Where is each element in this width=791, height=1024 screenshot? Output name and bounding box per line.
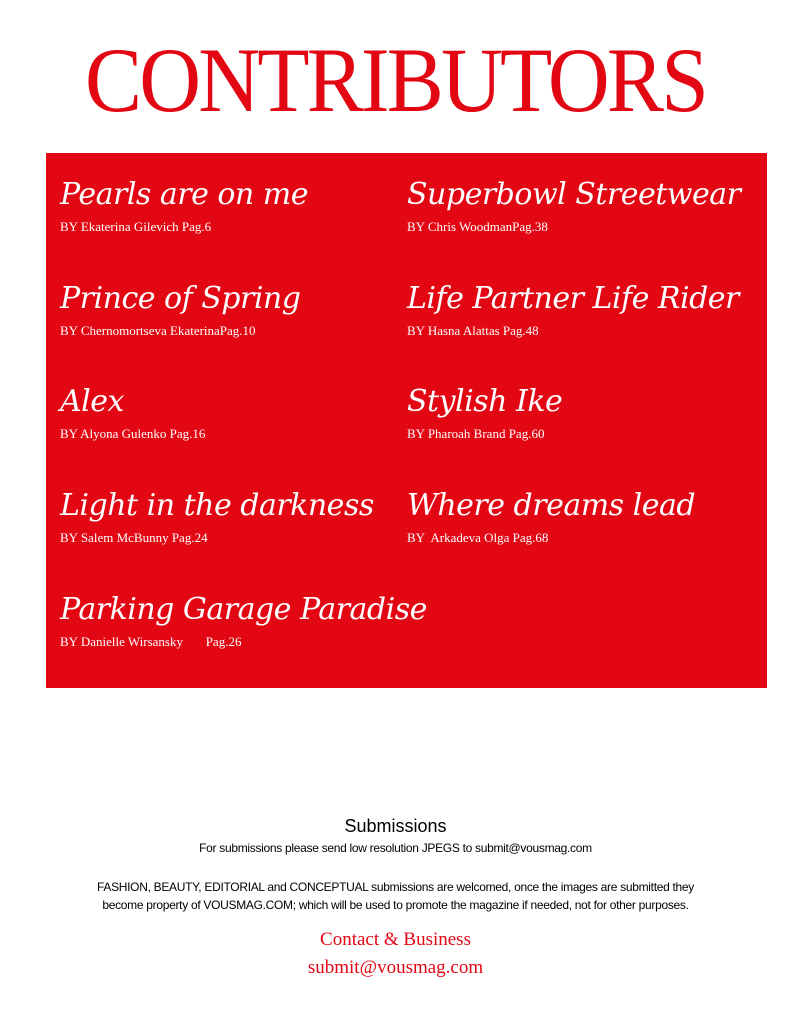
contributor-entry [407, 486, 695, 546]
story-title: Prince of Spring [60, 281, 301, 316]
story-byline: BY Danielle Wirsansky Pag.26 [60, 634, 242, 649]
story-title: Life Partner Life Rider [407, 281, 739, 316]
contributor-entry [60, 382, 205, 442]
submissions-terms-line: become property of VOUSMAG.COM; which will be used to promote the magazine if needed, not for other purposes. [102, 898, 689, 912]
submissions-terms-line: FASHION, BEAUTY, EDITORIAL and CONCEPTUAL submissions are welcomed, once the images are submitted they [97, 880, 694, 894]
story-title: Where dreams lead [407, 488, 696, 523]
story-byline: BY Salem McBunny Pag.24 [60, 530, 208, 545]
contributor-entry [60, 486, 374, 546]
contributor-entry [407, 175, 740, 235]
story-byline: BY Ekaterina Gilevich Pag.6 [60, 219, 212, 234]
story-byline: BY Pharoah Brand Pag.60 [407, 426, 545, 441]
contributors-panel [46, 153, 767, 688]
story-title: Pearls are on me [60, 177, 308, 212]
contributor-entry [407, 382, 562, 442]
story-byline: BY Chernomortseva EkaterinaPag.10 [60, 323, 256, 338]
story-byline: BY Hasna Alattas Pag.48 [407, 323, 539, 338]
story-title: Stylish Ike [407, 384, 563, 419]
contact-heading: Contact & Business [320, 929, 471, 950]
contributor-entry [60, 279, 300, 339]
submissions-heading: Submissions [344, 816, 447, 836]
submissions-terms [40, 878, 751, 914]
story-title: Superbowl Streetwear [407, 177, 741, 212]
story-byline: BY Chris WoodmanPag.38 [407, 219, 548, 234]
contributor-entry [60, 590, 427, 650]
submissions-instructions: For submissions please send low resolution JPEGS to submit@vousmag.com [199, 841, 592, 855]
contact-email-link[interactable]: submit@vousmag.com [307, 957, 484, 978]
contributor-entry [407, 279, 739, 339]
page-title: CONTRIBUTORS [84, 29, 707, 131]
contributor-entry [60, 175, 308, 235]
story-byline: BY Arkadeva Olga Pag.68 [407, 530, 549, 545]
story-title: Parking Garage Paradise [60, 592, 427, 627]
story-title: Alex [60, 384, 124, 419]
story-title: Light in the darkness [60, 488, 374, 523]
story-byline: BY Alyona Gulenko Pag.16 [60, 426, 206, 441]
